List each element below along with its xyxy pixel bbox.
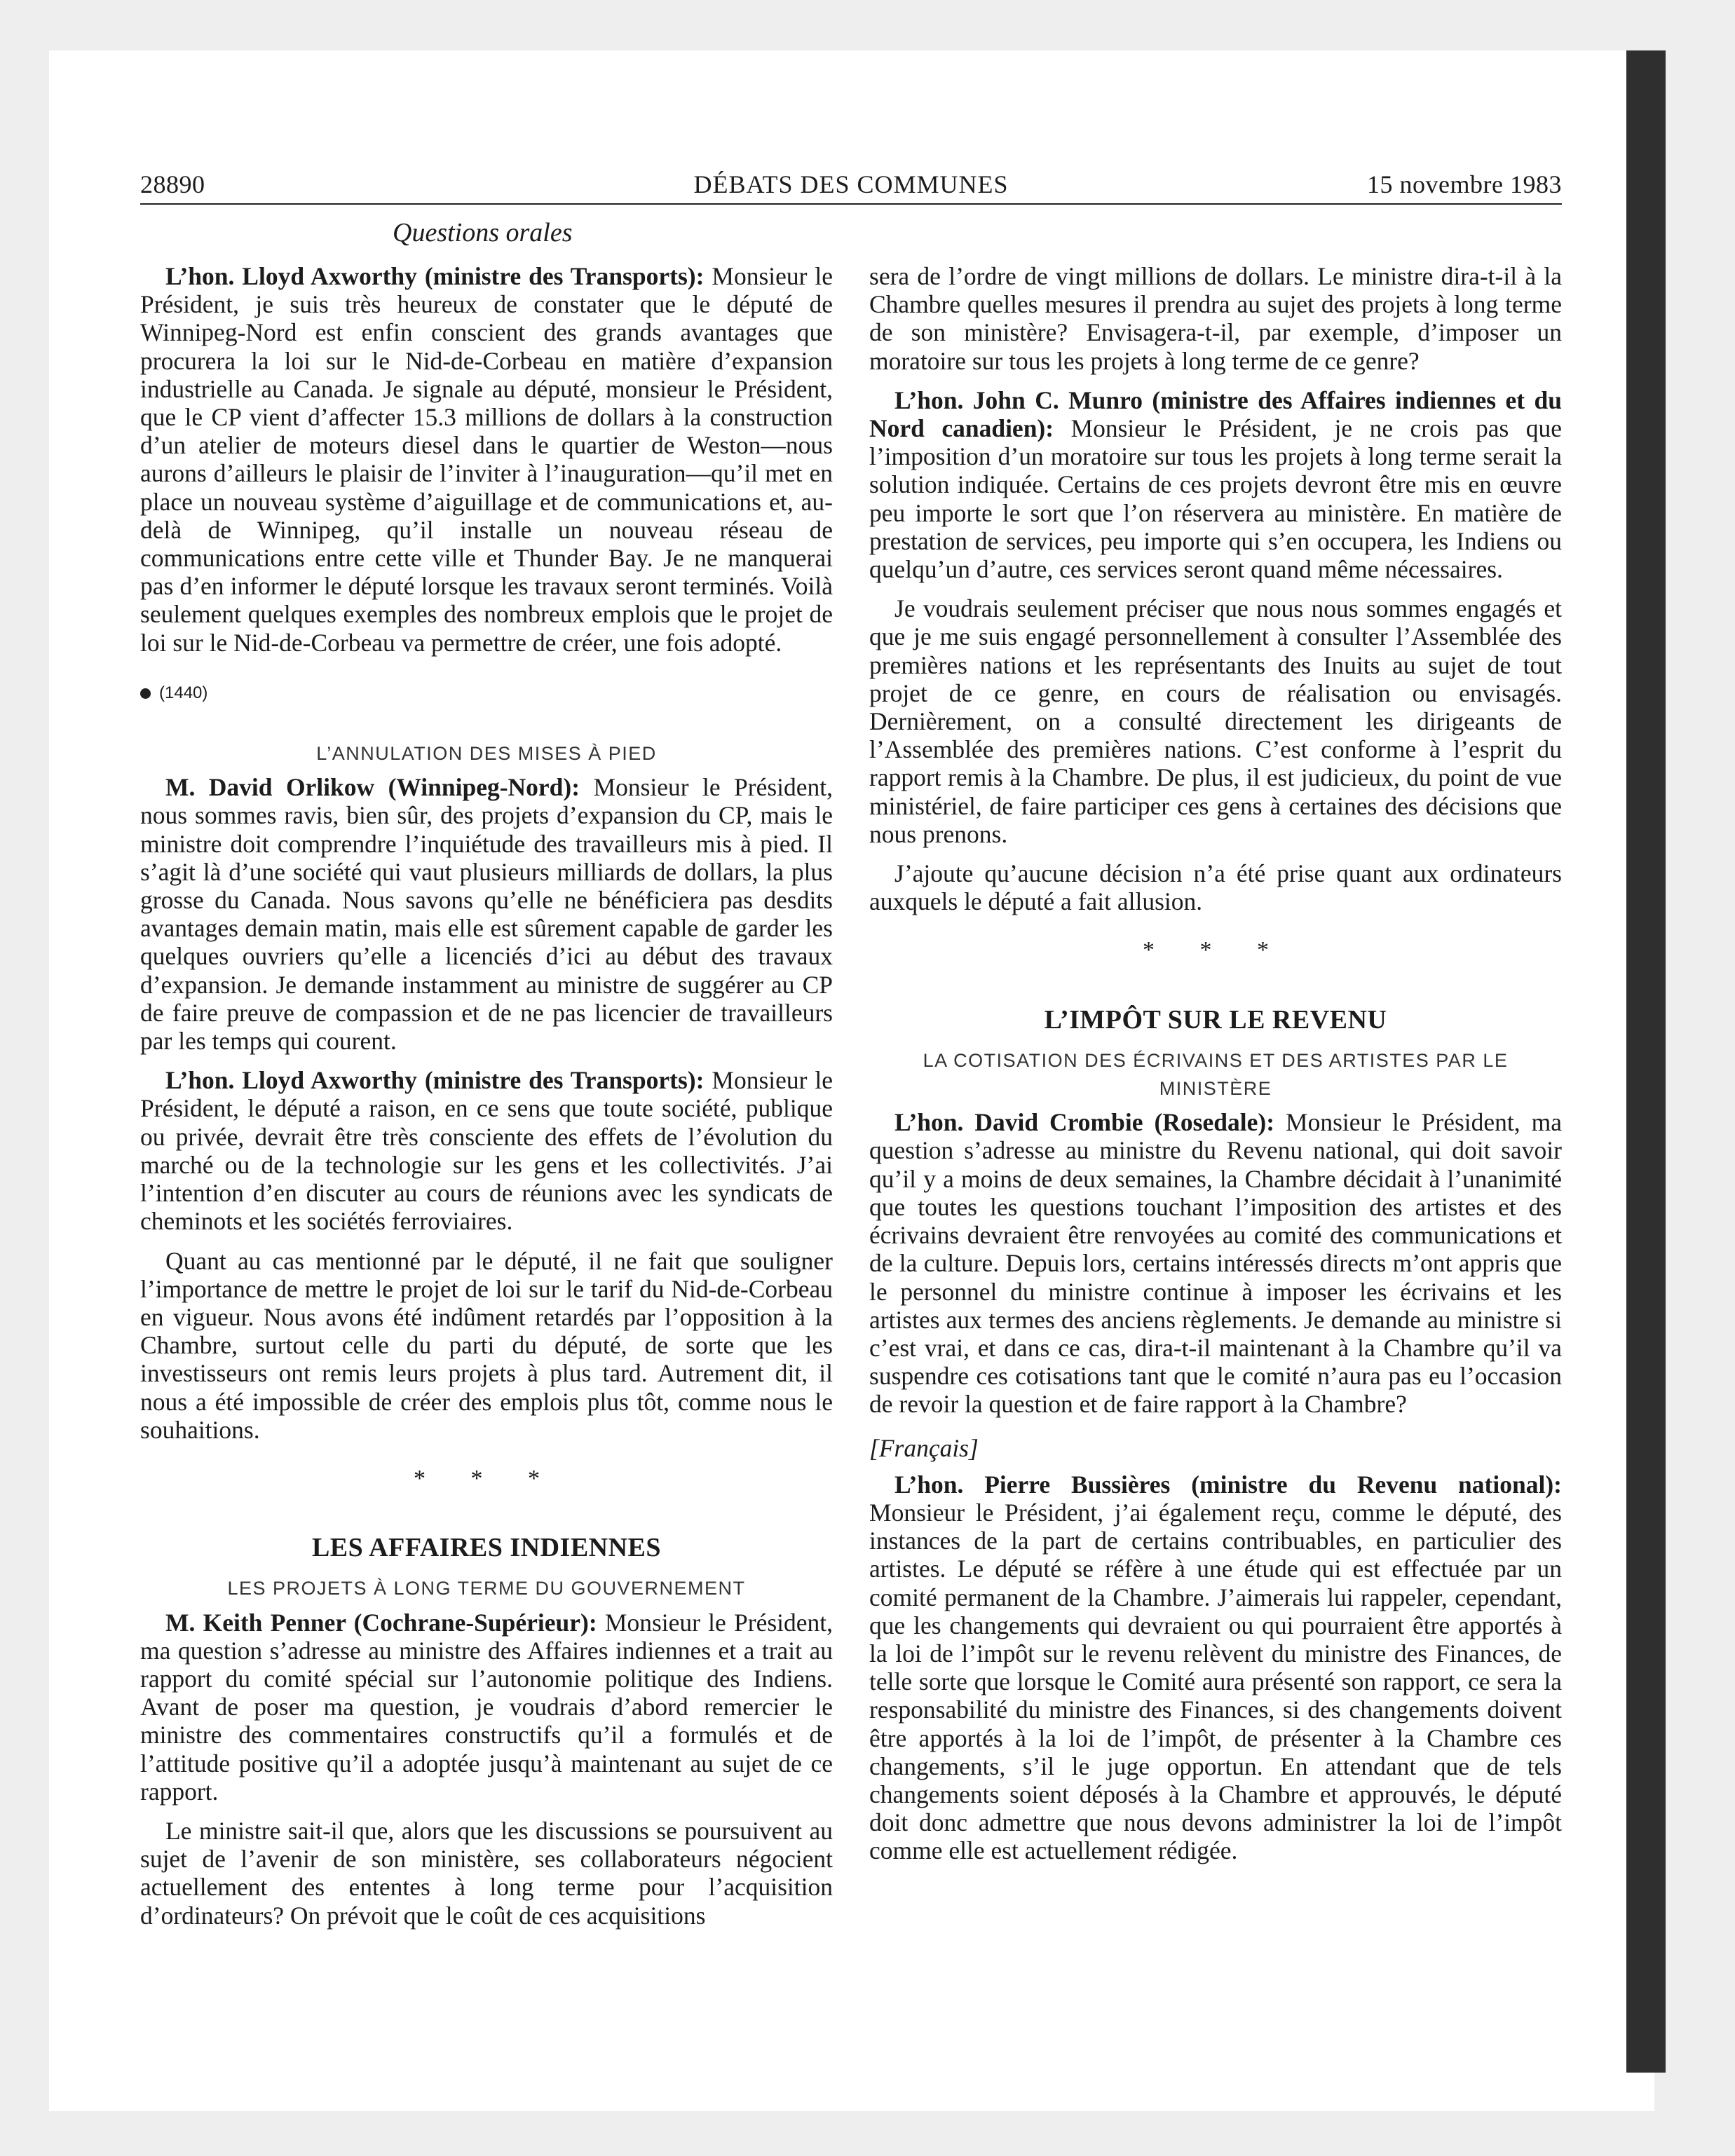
paragraph-text: sera de l’ordre de vingt millions de dollars. Le ministre dira-t-il à la Chambre quelles mesures il prendra au sujet des projets à long terme de son ministère? Envisagera-t-il, par exemple, d’imposer un moratoire sur tous les projets à long terme de ce genre?: [869, 262, 1562, 375]
paragraph: [140, 1247, 833, 1444]
paragraph: [140, 1817, 833, 1930]
paragraph: [869, 1471, 1562, 1865]
speaker-name: L’hon. Lloyd Axworthy (ministre des Transports):: [165, 262, 705, 290]
paragraph-text: Monsieur le Président, j’ai également reçu, comme le député, des instances de la part de certains contribuables, en particulier des artistes. Le député se réfère à une étude qui est effectuée par un comité permanent de la Chambre. J’aimerais lui rappeler, cependant, que les changements qui devraient ou qui pourraient être apportés à la loi de l’impôt sur le revenu relèvent du ministre des Finances, de telle sorte que lorsque le Comité aura présenté son rapport, ce sera la responsabilité du ministre des Finances, si des changements doivent être apportés à la loi de l’impôt, de présenter à la Chambre ces changements, s’il le juge opportun. En attendant que de tels changements soient déposés à la Chambre et approuvés, le député doit donc admettre que nous devons administrer la loi de l’impôt comme elle est actuellement rédigée.: [869, 1498, 1562, 1865]
paragraph-text: Monsieur le Président, ma question s’adresse au ministre des Affaires indiennes et a trait au rapport du comité spécial sur l’autonomie politique des Indiens. Avant de poser ma question, je voudrais d’abord remercier le ministre des commentaires constructifs qu’il a formulés et de l’attitude positive qu’il a adoptée jusqu’à maintenant au sujet de ce rapport.: [140, 1608, 834, 1806]
language-marker: [Français]: [869, 1433, 979, 1462]
page-header: [140, 170, 1562, 203]
paragraph-text: J’ajoute qu’aucune décision n’a été prise quant aux ordinateurs auxquels le député a fait allusion.: [869, 859, 1562, 916]
speaker-name: M. David Orlikow (Winnipeg-Nord):: [165, 773, 580, 802]
time-stamp: (1440): [159, 683, 208, 702]
subheading: LA COTISATION DES ÉCRIVAINS ET DES ARTISTES PAR LE MINISTÈRE: [923, 1049, 1509, 1100]
publication-title: DÉBATS DES COMMUNES: [693, 170, 1009, 198]
section-divider: * * *: [1143, 937, 1288, 964]
speaker-name: M. Keith Penner (Cochrane-Supérieur):: [165, 1608, 597, 1637]
paragraph-text: Quant au cas mentionné par le député, il ne fait que souligner l’importance de mettre le projet de loi sur le tarif du Nid-de-Corbeau en vigueur. Nous avons été indûment retardés par l’opposition à la Chambre, surtout celle du parti du député, de sorte que les investisseurs ont remis leurs projets à plus tard. Autrement dit, il nous a été impossible de créer des emplois plus tôt, comme nous le souhaitions.: [140, 1246, 833, 1444]
section-heading: LES AFFAIRES INDIENNES: [311, 1533, 662, 1563]
bullet-icon: [140, 688, 151, 699]
speaker-name: L’hon. Lloyd Axworthy (ministre des Transports):: [165, 1066, 705, 1095]
paragraph-text: Monsieur le Président, je suis très heureux de constater que le député de Winnipeg-Nord est enfin conscient des grands avantages que procurera la loi sur le Nid-de-Corbeau en matière d’expansion industrielle au Canada. Je signale au député, monsieur le Président, que le CP vient d’affecter 15.3 millions de dollars à la construction d’un atelier de moteurs diesel dans le quartier de Weston—nous aurons d’ailleurs le plaisir de l’inviter à l’inauguration—qu’il met en place un nouveau système d’aiguillage et de communications et, au-delà de Winnipeg, qu’il installe un nouveau réseau de communications entre cette ville et Thunder Bay. Je ne manquerai pas d’en informer le député lorsque les travaux seront terminés. Voilà seulement quelques exemples des nombreux emplois que le projet de loi sur le Nid-de-Corbeau va permettre de créer, une fois adopté.: [140, 262, 834, 657]
page-number: 28890: [140, 170, 205, 198]
paragraph: [140, 1066, 833, 1235]
section-title: Questions orales: [393, 218, 573, 247]
subheading: L’ANNULATION DES MISES À PIED: [316, 743, 657, 765]
scan-edge-bar: [1626, 50, 1666, 2073]
speaker-name: L’hon. David Crombie (Rosedale):: [894, 1108, 1275, 1137]
paragraph: [869, 1108, 1562, 1418]
paragraph-text: Je voudrais seulement préciser que nous nous sommes engagés et que je me suis engagé personnellement à consulter l’Assemblée des premières nations et les représentants des Inuits au sujet de tout projet de ce genre, en cours de réalisation ou envisagés. Dernièrement, on a consulté directement les dirigeants de l’Assemblée des premières nations. C’est conforme à l’esprit du rapport remis à la Chambre. De plus, il est judicieux, du point de vue ministériel, de faire participer ces gens à certaines des décisions que nous prenons.: [869, 594, 1562, 848]
left-column: [140, 262, 833, 1941]
header-rule: [140, 203, 1562, 205]
paragraph: [869, 262, 1562, 375]
publication-date: 15 novembre 1983: [1367, 170, 1562, 198]
paragraph: [140, 262, 833, 657]
paragraph-text: Monsieur le Président, je ne crois pas que l’imposition d’un moratoire sur tous les projets à long terme serait la solution indiquée. Certains de ces projets devront être mis en œuvre peu importe le sort que l’on réservera au ministère. En matière de prestation de services, peu importe qui s’en occupera, les Indiens ou quelqu’un d’autre, ces services seront quand même nécessaires.: [869, 414, 1563, 584]
paragraph: [869, 594, 1562, 848]
section-heading: L’IMPÔT SUR LE REVENU: [1044, 1004, 1387, 1035]
paragraph-text: Monsieur le Président, nous sommes ravis, bien sûr, des projets d’expansion du CP, mais le ministre doit comprendre l’inquiétude des travailleurs mis à pied. Il s’agit là d’une société qui vaut plusieurs milliards de dollars, la plus grosse du Canada. Nous savons qu’elle ne bénéficiera pas desdits avantages demain matin, mais elle est sûrement capable de garder les quelques ouvriers qu’elle a licenciés d’ici au début des travaux d’expansion. Je demande instamment au ministre de suggérer au CP de faire preuve de compassion et de ne pas licencier de travailleurs par les temps qui courent.: [140, 773, 834, 1056]
paragraph: [869, 386, 1562, 583]
time-marker: [140, 679, 833, 707]
paragraph: [140, 1609, 833, 1806]
paragraph-text: Monsieur le Président, le député a raison, en ce sens que toute société, publique ou privée, devrait être très consciente des effets de l’évolution du marché ou de la technologie sur les gens et les collectivités. J’ai l’intention d’en discuter au cours de réunions avec les syndicats de cheminots et les sociétés ferroviaires.: [140, 1066, 834, 1236]
speaker-name: L’hon. Pierre Bussières (ministre du Revenu national):: [894, 1470, 1562, 1499]
speaker-name: L’hon. John C. Munro (ministre des Affaires indiennes et du Nord canadien):: [869, 386, 1562, 443]
paragraph-text: Monsieur le Président, ma question s’adresse au ministre du Revenu national, qui doit savoir qu’il y a moins de deux semaines, la Chambre décidait à l’unanimité que toutes les questions touchant l’imposition des artistes et des écrivains devraient être renvoyées au comité des communications et de la culture. Depuis lors, certains intéressés directs m’ont appris que le personnel du ministre continue à imposer les écrivains et les artistes aux termes des anciens règlements. Je demande au ministre si c’est vrai, et dans ce cas, dira-t-il maintenant à la Chambre qu’il va suspendre ces cotisations tant que le comité n’aura pas eu l’occasion de revoir la question et de faire rapport à la Chambre?: [869, 1108, 1562, 1419]
paragraph-text: Le ministre sait-il que, alors que les discussions se poursuivent au sujet de l’avenir de son ministère, ses collaborateurs négocient actuellement des ententes à long terme pour l’acquisition d’ordinateurs? On prévoit que le coût de ces acquisitions: [140, 1816, 833, 1930]
right-column: [869, 262, 1562, 1876]
subheading: LES PROJETS À LONG TERME DU GOUVERNEMENT: [227, 1578, 746, 1599]
section-divider: * * *: [414, 1465, 559, 1492]
paragraph: [140, 773, 833, 1055]
paragraph: [869, 859, 1562, 915]
